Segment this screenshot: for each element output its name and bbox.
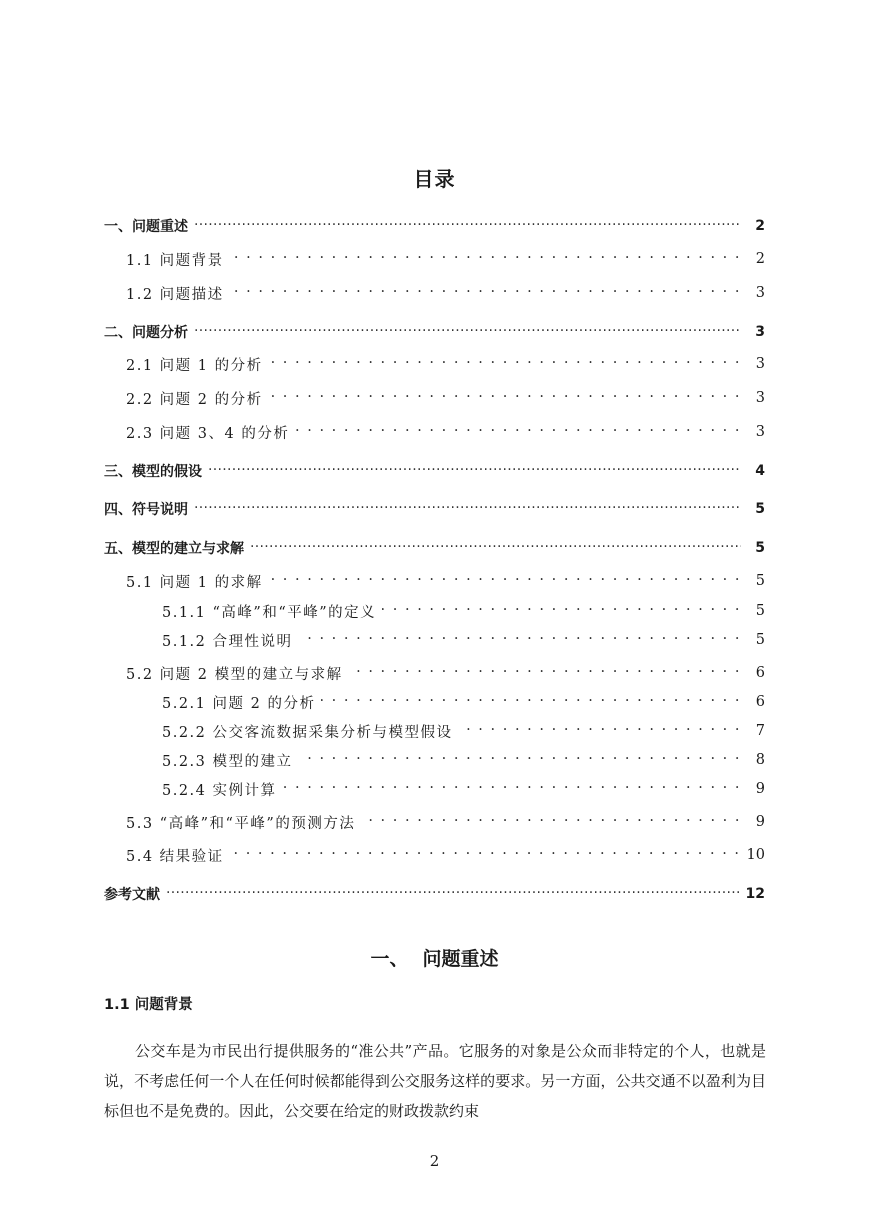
toc-entry-label: 5.2.3 模型的建立	[162, 753, 293, 770]
toc-entry-page: 5	[755, 501, 765, 517]
toc-entry-label: 5.2.1 问题 2 的分析	[162, 695, 316, 712]
toc-entry-page: 5	[755, 603, 765, 619]
toc-entry-label: 1.1 问题背景	[126, 252, 224, 269]
toc-entry-page: 5	[755, 573, 765, 589]
toc-entry-1-1[interactable]	[104, 247, 765, 271]
subsection-heading: 1.1 问题背景	[104, 997, 193, 1013]
toc-entry-1-2[interactable]	[104, 281, 765, 305]
toc-entry-label: 2.1 问题 1 的分析	[126, 357, 263, 374]
toc-entry-5-1-1[interactable]	[104, 599, 765, 623]
toc-leader-dots	[459, 719, 741, 743]
toc-entry-page: 4	[755, 463, 765, 479]
toc-leader-dots	[250, 536, 741, 560]
toc-entry-page: 6	[755, 694, 765, 710]
toc-entry-5-2-3[interactable]	[104, 748, 765, 772]
toc-entry-page: 3	[755, 390, 765, 406]
toc-entry-label: 五、模型的建立与求解	[104, 541, 244, 557]
toc-entry-section-4[interactable]	[104, 497, 765, 521]
toc-leader-dots	[269, 386, 741, 410]
toc-entry-page: 10	[746, 847, 765, 863]
toc-leader-dots	[283, 777, 741, 801]
toc-leader-dots	[299, 748, 741, 772]
toc-leader-dots	[166, 882, 740, 906]
toc-entry-label: 5.2.2 公交客流数据采集分析与模型假设	[162, 724, 453, 741]
toc-leader-dots	[230, 247, 741, 271]
toc-entry-page: 6	[755, 665, 765, 681]
toc-entry-label: 5.4 结果验证	[126, 848, 224, 865]
toc-leader-dots	[208, 459, 741, 483]
toc-entry-5-3[interactable]	[104, 810, 765, 834]
toc-entry-label: 2.3 问题 3、4 的分析	[126, 425, 290, 442]
toc-entry-page: 5	[755, 540, 765, 556]
toc-entry-label: 参考文献	[104, 887, 160, 903]
toc-leader-dots	[361, 810, 741, 834]
toc-entry-5-1[interactable]	[104, 569, 765, 593]
toc-leader-dots	[269, 569, 741, 593]
toc-leader-dots	[194, 320, 741, 344]
toc-entry-label: 2.2 问题 2 的分析	[126, 391, 263, 408]
section-number: 一、	[370, 948, 409, 970]
toc-entry-label: 5.2.4 实例计算	[162, 782, 277, 799]
page-number: 2	[429, 1152, 440, 1170]
toc-entry-page: 3	[755, 424, 765, 440]
toc-entry-page: 2	[755, 251, 765, 267]
toc-entry-section-2[interactable]	[104, 320, 765, 344]
toc-leader-dots	[269, 352, 741, 376]
toc-entry-label: 一、问题重述	[104, 219, 188, 235]
toc-leader-dots	[382, 599, 741, 623]
toc-leader-dots	[321, 690, 741, 714]
toc-entry-2-3[interactable]	[104, 420, 765, 444]
section-heading	[0, 944, 869, 971]
toc-entry-page: 3	[755, 285, 765, 301]
toc-entry-page: 9	[755, 814, 765, 830]
toc-title: 目录	[413, 167, 456, 191]
toc-leader-dots	[194, 497, 741, 521]
toc-entry-label: 5.2 问题 2 模型的建立与求解	[126, 666, 343, 683]
toc-leader-dots	[194, 214, 741, 238]
toc-leader-dots	[230, 281, 741, 305]
toc-entry-label: 5.1 问题 1 的求解	[126, 574, 263, 591]
toc-entry-page: 12	[745, 886, 765, 902]
toc-entry-section-1[interactable]	[104, 214, 765, 238]
toc-entry-label: 四、符号说明	[104, 502, 188, 518]
section-title: 问题重述	[422, 948, 499, 970]
toc-leader-dots	[295, 420, 741, 444]
toc-entry-label: 5.3 “高峰”和“平峰”的预测方法	[126, 815, 356, 832]
toc-entry-label: 5.1.1 “高峰”和“平峰”的定义	[162, 604, 377, 621]
toc-entry-5-2[interactable]	[104, 661, 765, 685]
toc-leader-dots	[349, 661, 741, 685]
toc-entry-page: 2	[755, 218, 765, 234]
toc-entry-page: 5	[755, 632, 765, 648]
toc-entry-section-5[interactable]	[104, 536, 765, 560]
toc-entry-page: 9	[755, 781, 765, 797]
toc-entry-references[interactable]	[104, 882, 765, 906]
toc-entry-label: 5.1.2 合理性说明	[162, 633, 293, 650]
toc-entry-2-2[interactable]	[104, 386, 765, 410]
toc-entry-5-2-2[interactable]	[104, 719, 765, 743]
toc-entry-page: 8	[755, 752, 765, 768]
toc-leader-dots	[230, 843, 741, 867]
toc-entry-label: 1.2 问题描述	[126, 286, 224, 303]
toc-entry-5-2-1[interactable]	[104, 690, 765, 714]
toc-entry-label: 三、模型的假设	[104, 464, 202, 480]
toc-entry-2-1[interactable]	[104, 352, 765, 376]
toc-entry-label: 二、问题分析	[104, 325, 188, 341]
toc-entry-page: 7	[755, 723, 765, 739]
toc-leader-dots	[299, 628, 741, 652]
toc-entry-5-1-2[interactable]	[104, 628, 765, 652]
toc-entry-5-2-4[interactable]	[104, 777, 765, 801]
toc-entry-page: 3	[755, 356, 765, 372]
body-paragraph: 公交车是为市民出行提供服务的“准公共”产品。它服务的对象是公众而非特定的个人，也就是说，不考虑任何一个人在任何时候都能得到公交服务这样的要求。另一方面，公共交通不以盈利为目标但也不是免费的。因此，公交要在给定的财政拨款约束	[104, 1042, 766, 1120]
toc-entry-page: 3	[755, 324, 765, 340]
toc-entry-section-3[interactable]	[104, 459, 765, 483]
toc-entry-5-4[interactable]	[104, 843, 765, 867]
